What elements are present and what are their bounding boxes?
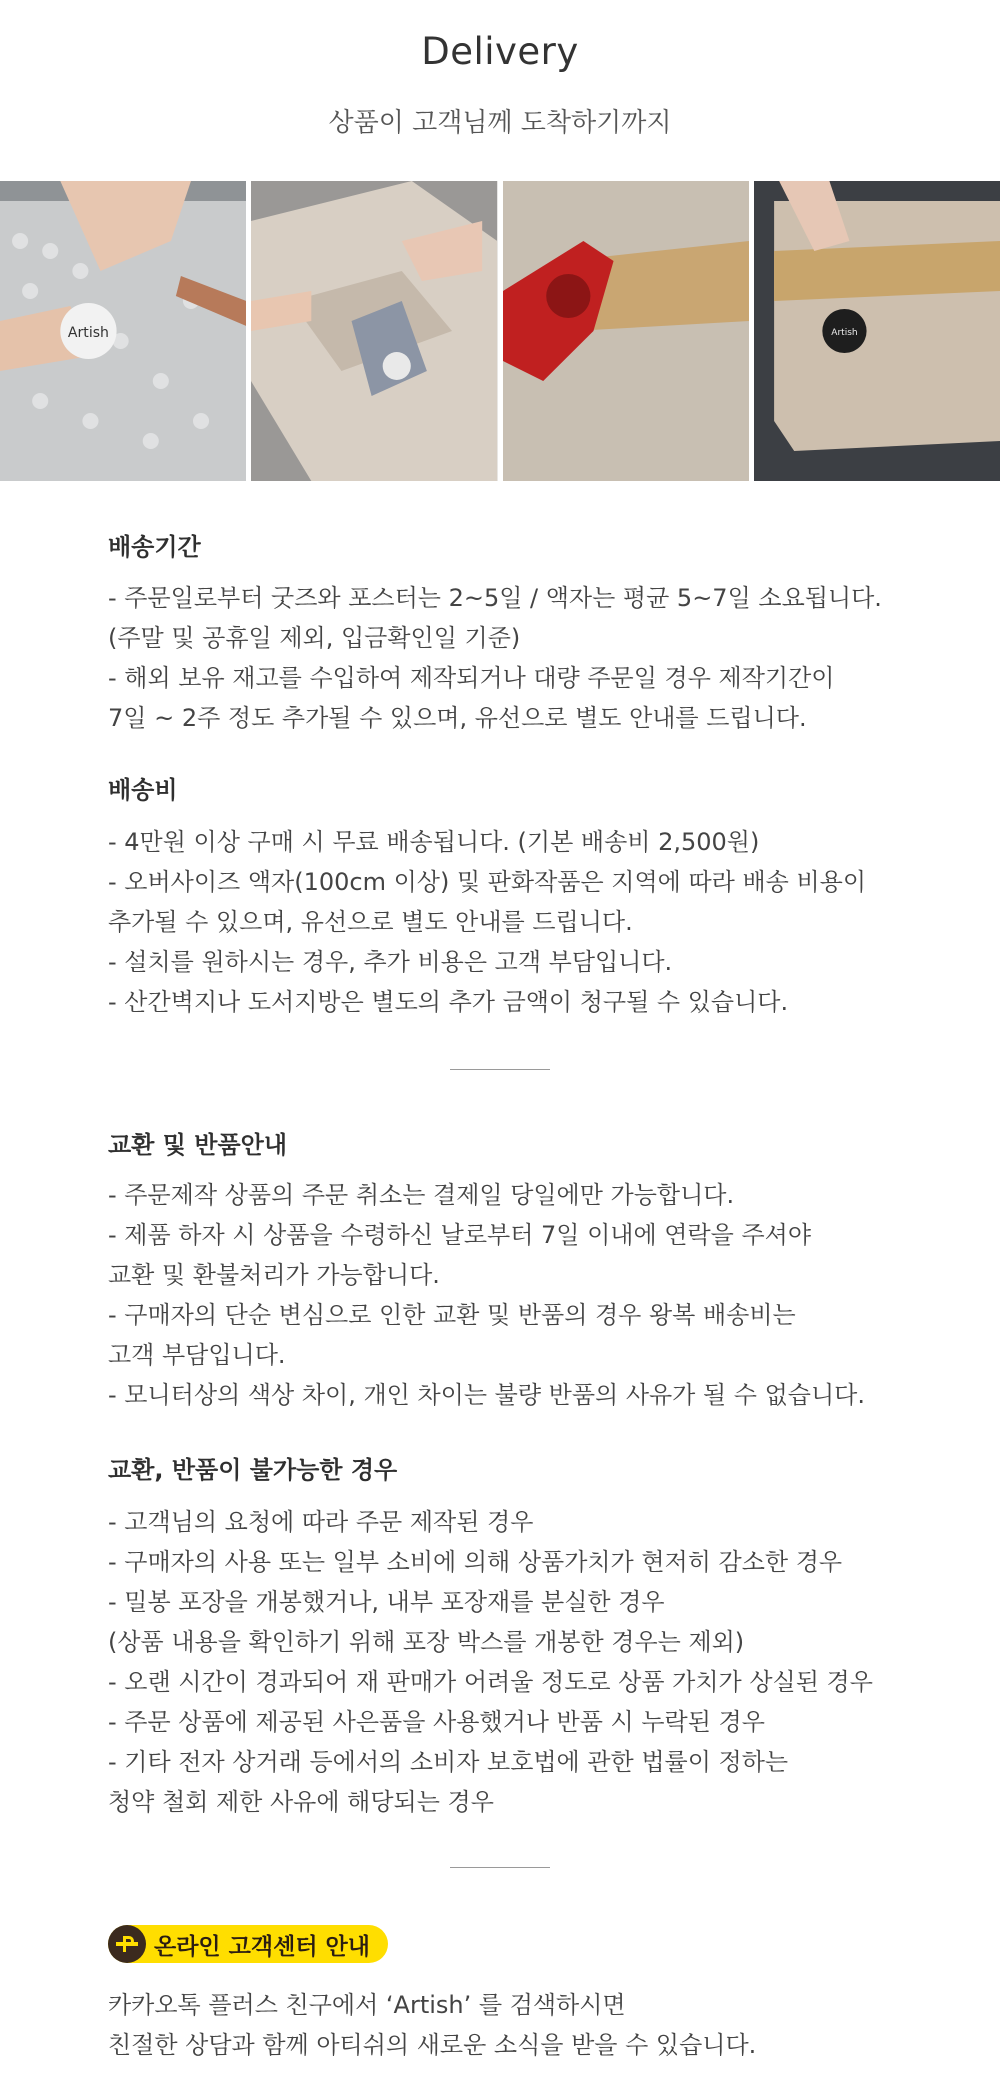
exchange-return-line: 고객 부담입니다. xyxy=(108,1341,286,1369)
exchange-return-line: - 제품 하자 시 상품을 수령하신 날로부터 7일 이내에 연락을 주셔야 xyxy=(108,1221,812,1249)
delivery-period-line: 7일 ~ 2주 정도 추가될 수 있으며, 유선으로 별도 안내를 드립니다. xyxy=(108,704,807,732)
customer-center-label: 온라인 고객센터 안내 xyxy=(154,1933,370,1960)
kakao-plus-icon xyxy=(108,1925,146,1963)
page-title: Delivery xyxy=(421,30,579,73)
not-allowed-line: (상품 내용을 확인하기 위해 포장 박스를 개봉한 경우는 제외) xyxy=(108,1628,745,1656)
not-allowed-line: - 오랜 시간이 경과되어 재 판매가 어려울 정도로 상품 가치가 상실된 경우 xyxy=(108,1668,873,1696)
exchange-return-title: 교환 및 반품안내 xyxy=(108,1131,287,1159)
not-allowed-title: 교환, 반품이 불가능한 경우 xyxy=(108,1456,398,1484)
sealed-box-photo xyxy=(754,181,1000,481)
page-subtitle: 상품이 고객님께 도착하기까지 xyxy=(328,108,672,138)
delivery-period-line: - 해외 보유 재고를 수입하여 제작되거나 대량 주문일 경우 제작기간이 xyxy=(108,664,835,692)
exchange-return-line: 교환 및 환불처리가 가능합니다. xyxy=(108,1261,440,1289)
shipping-fee-line: - 산간벽지나 도서지방은 별도의 추가 금액이 청구될 수 있습니다. xyxy=(108,988,789,1016)
customer-center-badge xyxy=(108,1925,388,1963)
customer-center-line: 카카오톡 플러스 친구에서 ‘Artish’ 를 검색하시면 xyxy=(108,1991,626,2019)
photo-strip xyxy=(0,181,1000,481)
not-allowed-line: - 기타 전자 상거래 등에서의 소비자 보호법에 관한 법률이 정하는 xyxy=(108,1748,789,1776)
svg-text:Artish: Artish xyxy=(67,325,109,341)
delivery-period-line: - 주문일로부터 굿즈와 포스터는 2~5일 / 액자는 평균 5~7일 소요됩니다. xyxy=(108,584,882,612)
shipping-fee-title: 배송비 xyxy=(108,776,178,804)
section-divider xyxy=(450,1069,550,1070)
shipping-fee-line: 추가될 수 있으며, 유선으로 별도 안내를 드립니다. xyxy=(108,908,633,936)
exchange-return-line: - 구매자의 단순 변심으로 인한 교환 및 반품의 경우 왕복 배송비는 xyxy=(108,1301,796,1329)
open-box-photo xyxy=(251,181,497,481)
delivery-period-title: 배송기간 xyxy=(108,533,201,561)
exchange-return-line: - 주문제작 상품의 주문 취소는 결제일 당일에만 가능합니다. xyxy=(108,1181,735,1209)
not-allowed-line: - 밀봉 포장을 개봉했거나, 내부 포장재를 분실한 경우 xyxy=(108,1588,665,1616)
not-allowed-line: 청약 철회 제한 사유에 해당되는 경우 xyxy=(108,1788,494,1816)
section-divider xyxy=(450,1867,550,1868)
customer-center-line: 친절한 상담과 함께 아티쉬의 새로운 소식을 받을 수 있습니다. xyxy=(108,2031,757,2059)
not-allowed-line: - 주문 상품에 제공된 사은품을 사용했거나 반품 시 누락된 경우 xyxy=(108,1708,765,1736)
svg-text:Artish: Artish xyxy=(831,328,858,338)
delivery-period-line: (주말 및 공휴일 제외, 입금확인일 기준) xyxy=(108,624,521,652)
shipping-fee-line: - 4만원 이상 구매 시 무료 배송됩니다. (기본 배송비 2,500원) xyxy=(108,828,760,856)
shipping-fee-line: - 설치를 원하시는 경우, 추가 비용은 고객 부담입니다. xyxy=(108,948,673,976)
not-allowed-line: - 구매자의 사용 또는 일부 소비에 의해 상품가치가 현저히 감소한 경우 xyxy=(108,1548,843,1576)
not-allowed-line: - 고객님의 요청에 따라 주문 제작된 경우 xyxy=(108,1508,534,1536)
bubble-wrap-sticker-photo xyxy=(0,181,246,481)
shipping-fee-line: - 오버사이즈 액자(100cm 이상) 및 판화작품은 지역에 따라 배송 비용이 xyxy=(108,868,867,896)
tape-dispenser-photo xyxy=(503,181,749,481)
exchange-return-line: - 모니터상의 색상 차이, 개인 차이는 불량 반품의 사유가 될 수 없습니다. xyxy=(108,1381,865,1409)
